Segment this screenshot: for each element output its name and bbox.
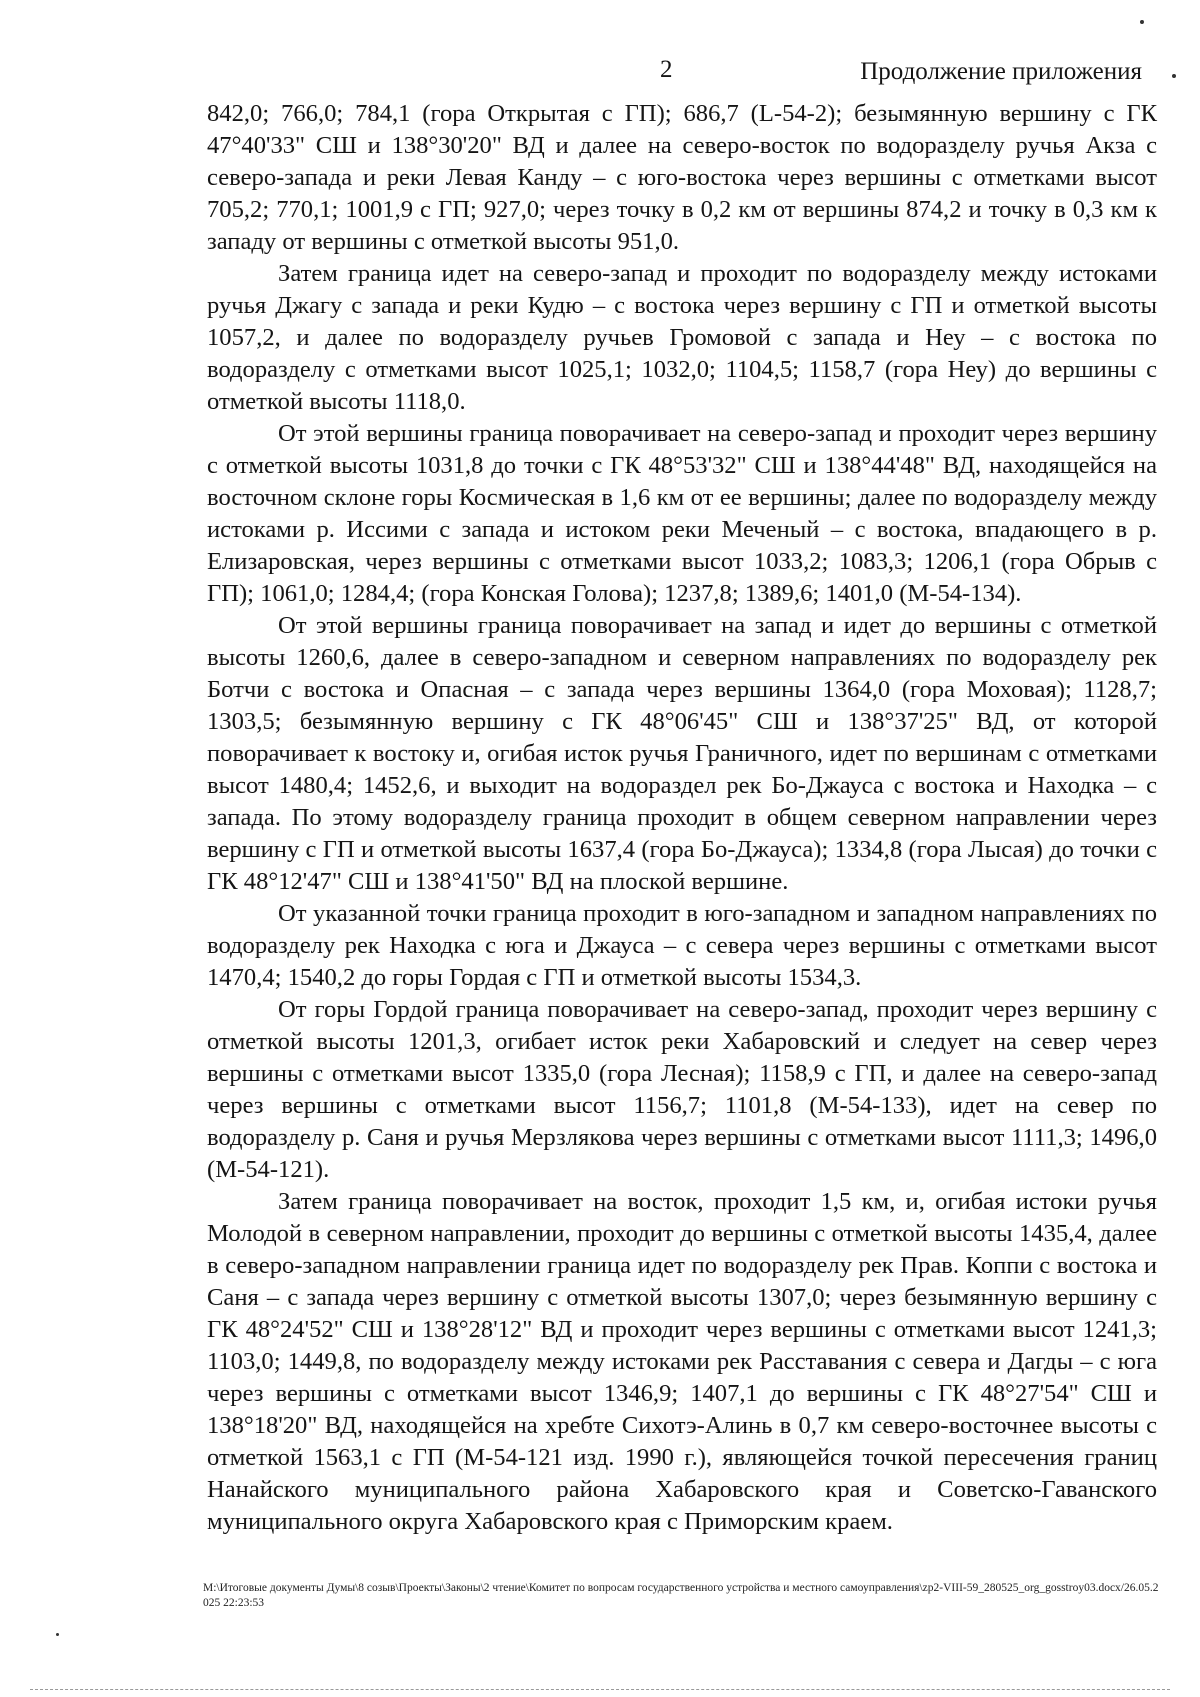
paragraph: Затем граница идет на северо-запад и проходит по водоразделу между истоками ручья Джагу с запада и реки Кудю – с востока через вершину с ГП и отметкой высоты 1057,2, и далее по водоразделу ручьев Громовой с запада и Неу – с востока по водоразделу с отметками высот 1025,1; 1032,0; 1104,5; 1158,7 (гора Неу) до вершины с отметкой высоты 1118,0. [207, 260, 1157, 415]
header-title: Продолжение приложения [860, 58, 1142, 85]
scan-edge-line [30, 1689, 1170, 1690]
page-number: 2 [660, 56, 673, 83]
scan-speck [1140, 20, 1144, 24]
paragraph: От горы Гордой граница поворачивает на северо-запад, проходит через вершину с отметкой высоты 1201,3, огибает исток реки Хабаровский и следует на север через вершины с отметками высот 1335,0 (гора Лесная); 1158,9 с ГП, и далее на северо-запад через вершины с отметками высот 1156,7; 1101,8 (M-54-133), идет на север по водоразделу р. Саня и ручья Мерзлякова через вершины с отметками высот 1111,3; 1496,0 (M-54-121). [207, 996, 1157, 1183]
paragraph: 842,0; 766,0; 784,1 (гора Открытая с ГП); 686,7 (L-54-2); безымянную вершину с ГК 47°40'33" СШ и 138°30'20" ВД и далее на северо-восток по водоразделу ручья Акза с северо-запада и реки Левая Канду – с юго-востока через вершины с отметками высот 705,2; 770,1; 1001,9 с ГП; 927,0; через точку в 0,2 км от вершины 874,2 и точку в 0,3 км к западу от вершины с отметкой высоты 951,0. [207, 100, 1157, 255]
paragraph: От этой вершины граница поворачивает на северо-запад и проходит через вершину с отметкой высоты 1031,8 до точки с ГК 48°53'32" СШ и 138°44'48" ВД, находящейся на восточном склоне горы Космическая в 1,6 км от ее вершины; далее по водоразделу между истоками р. Иссими с запада и истоком реки Меченый – с востока, впадающего в р. Елизаровская, через вершины с отметками высот 1033,2; 1083,3; 1206,1 (гора Обрыв с ГП); 1061,0; 1284,4; (гора Конская Голова); 1237,8; 1389,6; 1401,0 (M-54-134). [207, 420, 1157, 607]
paragraph: От этой вершины граница поворачивает на запад и идет до вершины с отметкой высоты 1260,6, далее в северо-западном и северном направлениях по водоразделу рек Ботчи с востока и Опасная – с запада через вершины 1364,0 (гора Моховая); 1128,7; 1303,5; безымянную вершину с ГК 48°06'45" СШ и 138°37'25" ВД, от которой поворачивает к востоку и, огибая исток ручья Граничного, идет по вершинам с отметками высот 1480,4; 1452,6, и выходит на водораздел рек Бо-Джауса с востока и Находка – с запада. По этому водоразделу граница проходит в общем северном направлении через вершину с ГП и отметкой высоты 1637,4 (гора Бо-Джауса); 1334,8 (гора Лысая) до точки с ГК 48°12'47" СШ и 138°41'50" ВД на плоской вершине. [207, 612, 1157, 895]
paragraph: Затем граница поворачивает на восток, проходит 1,5 км, и, огибая истоки ручья Молодой в северном направлении, проходит до вершины с отметкой высоты 1435,4, далее в северо-западном направлении граница идет по водоразделу рек Прав. Коппи с востока и Саня – с запада через вершину с отметкой высоты 1307,0; через безымянную вершину с ГК 48°24'52" СШ и 138°28'12" ВД и проходит через вершины с отметками высот 1241,3; 1103,0; 1449,8, по водоразделу между истоками рек Расставания с севера и Дагды – с юга через вершины с отметками высот 1346,9; 1407,1 до вершины с ГК 48°27'54" СШ и 138°18'20" ВД, находящейся на хребте Сихотэ-Алинь в 0,7 км северо-восточнее высоты с отметкой 1563,1 с ГП (M-54-121 изд. 1990 г.), являющейся точкой пересечения границ Нанайского муниципального района Хабаровского края и Советско-Гаванского муниципального округа Хабаровского края с Приморским краем. [207, 1188, 1157, 1535]
scan-speck [56, 1633, 59, 1636]
document-body [207, 98, 1157, 1538]
footer-file-path: M:\Итоговые документы Думы\8 созыв\Проекты\Законы\2 чтение\Комитет по вопросам государственного устройства и местного самоуправления\zp2-VIII-59_280525_org_gosstroy03.docx/26.05.2025 22:23:53 [203, 1582, 1159, 1609]
scan-speck [1172, 74, 1176, 78]
paragraph: От указанной точки граница проходит в юго-западном и западном направлениях по водоразделу рек Находка с юга и Джауса – с севера через вершины с отметками высот 1470,4; 1540,2 до горы Гордая с ГП и отметкой высоты 1534,3. [207, 900, 1157, 991]
